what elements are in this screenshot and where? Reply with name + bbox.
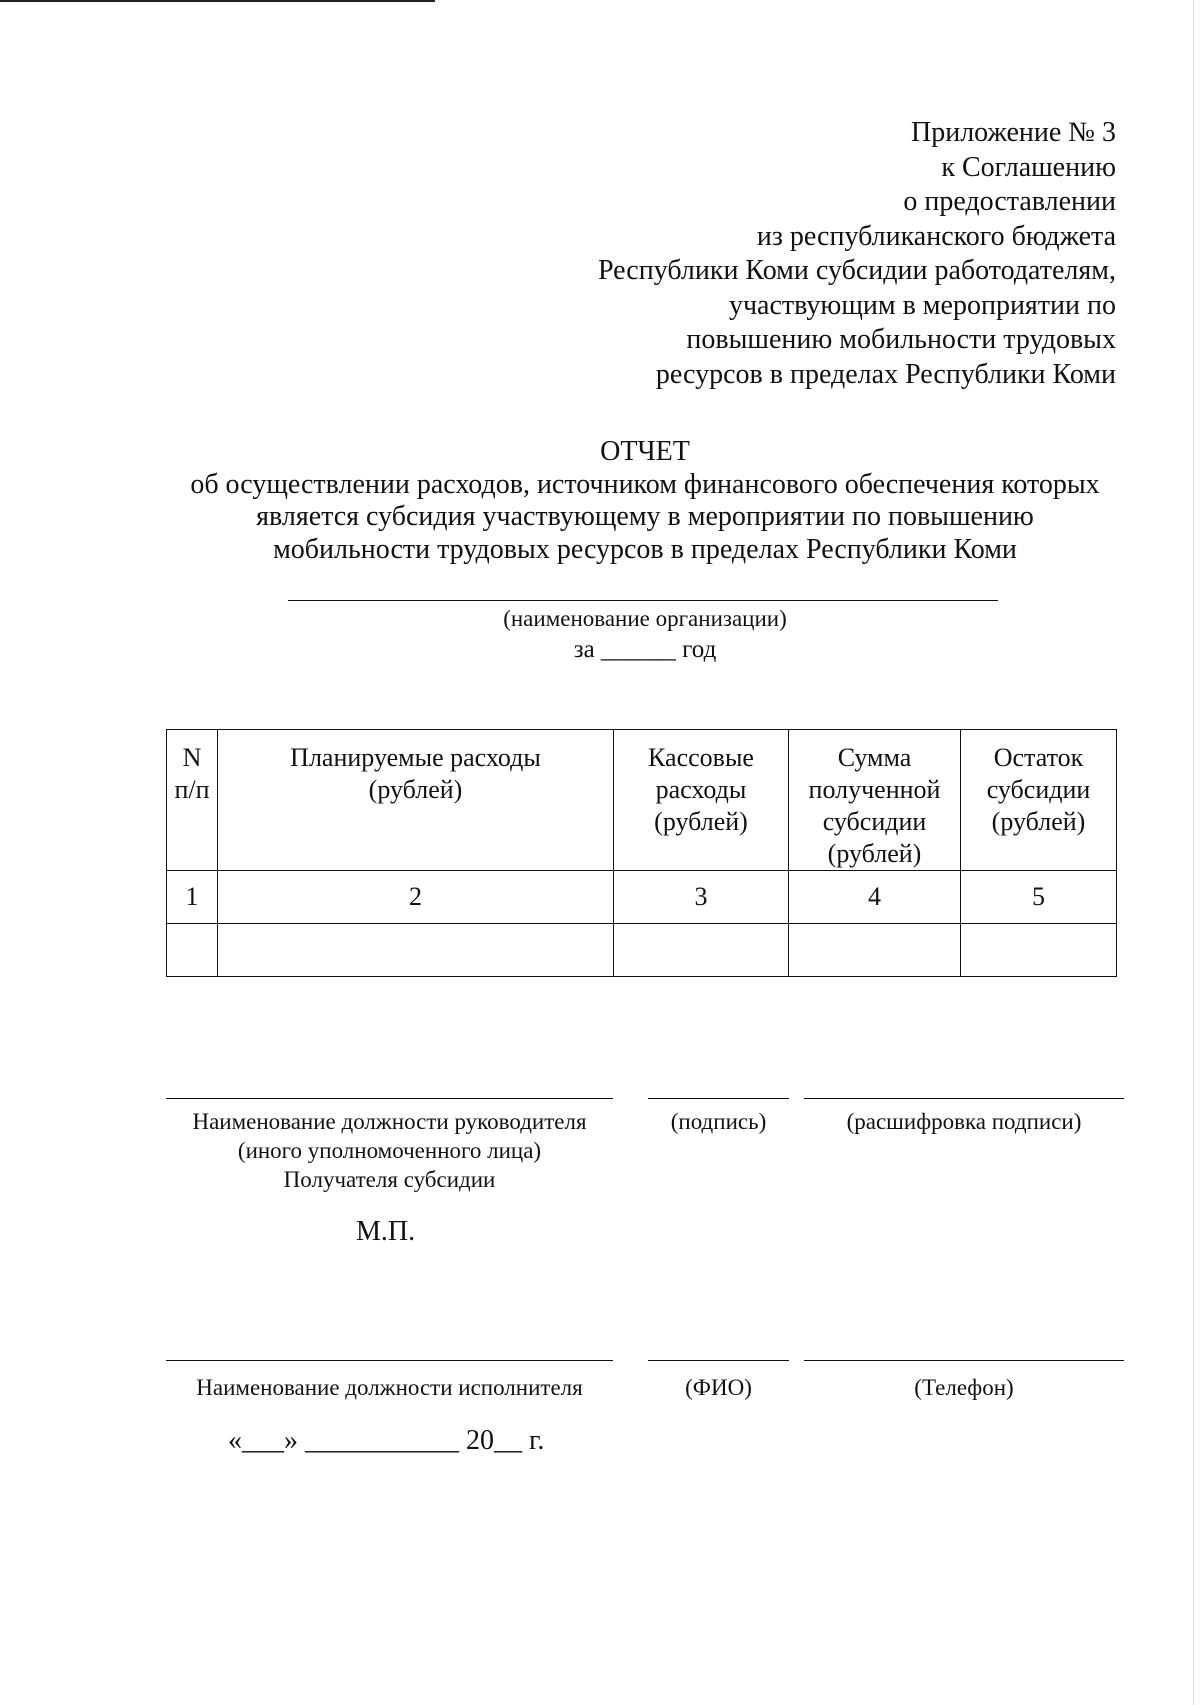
executor-position-line[interactable] (166, 1360, 613, 1361)
table-cell[interactable] (167, 924, 218, 977)
column-header-number (167, 730, 218, 871)
organization-name-line[interactable] (288, 600, 998, 601)
appendix-line: о предоставлении (903, 186, 1116, 217)
head-position-caption (166, 1107, 613, 1194)
column-header-subsidy-balance (961, 730, 1117, 871)
table-header-row (167, 730, 1117, 871)
table-cell[interactable] (961, 924, 1117, 977)
appendix-line: повышению мобильности трудовых (686, 324, 1116, 355)
table-cell[interactable] (614, 924, 789, 977)
column-number-cell: 3 (614, 871, 789, 924)
caption-line: (иного уполномоченного лица) (237, 1138, 542, 1163)
report-heading: ОТЧЕТ (600, 436, 690, 467)
column-header-cash-expenses (614, 730, 789, 871)
table-cell[interactable] (789, 924, 961, 977)
scan-edge-top (0, 0, 435, 2)
column-header-label: Кассовые расходы (рублей) (648, 743, 754, 836)
appendix-line: из республиканского бюджета (756, 220, 1116, 252)
head-signature-line[interactable] (648, 1098, 789, 1099)
table-row (167, 871, 1117, 924)
column-header-label: N п/п (174, 743, 210, 804)
column-header-label: Планируемые расходы (рублей) (290, 743, 541, 804)
executor-position-caption: Наименование должности исполнителя (196, 1375, 583, 1400)
column-header-received-subsidy (789, 730, 961, 871)
appendix-line: Приложение № 3 (911, 117, 1116, 148)
appendix-line: участвующим в мероприятии по (728, 289, 1116, 321)
caption-line: Наименование должности руководителя (192, 1109, 587, 1134)
phone-caption: (Телефон) (914, 1375, 1014, 1400)
table-cell[interactable] (218, 924, 614, 977)
column-header-label: Сумма полученной субсидии (рублей) (808, 743, 941, 868)
column-number-cell: 1 (167, 871, 218, 924)
appendix-line: Республики Коми субсидии работодателям, (597, 255, 1116, 286)
column-number-cell: 2 (218, 871, 614, 924)
executor-fio-line[interactable] (648, 1360, 789, 1361)
fio-caption: (ФИО) (685, 1375, 752, 1400)
head-position-line[interactable] (166, 1098, 613, 1099)
organization-caption: (наименование организации) (503, 606, 787, 631)
scan-edge-right (1193, 0, 1194, 1705)
signature-caption: (подпись) (670, 1109, 767, 1134)
stamp-place: М.П. (356, 1216, 416, 1247)
column-number-cell: 5 (961, 871, 1117, 924)
report-subtitle-line: мобильности трудовых ресурсов в пределах Республики Коми (273, 533, 1017, 565)
report-title-block (0, 436, 1200, 566)
report-year-line[interactable]: за ______ год (573, 636, 717, 663)
column-header-label: Остаток субсидии (рублей) (986, 743, 1091, 836)
executor-phone-line[interactable] (804, 1360, 1124, 1361)
report-table (166, 729, 1117, 977)
report-subtitle-line: является субсидия участвующему в мероприятии по повышению (256, 501, 1034, 532)
appendix-line: к Соглашению (941, 151, 1116, 183)
appendix-line: ресурсов в пределах Республики Коми (655, 358, 1116, 390)
head-decoding-line[interactable] (804, 1098, 1124, 1099)
caption-line: Получателя субсидии (283, 1167, 496, 1192)
decoding-caption: (расшифровка подписи) (846, 1109, 1082, 1134)
date-field[interactable]: «___» ___________ 20__ г. (228, 1425, 545, 1456)
table-row (167, 924, 1117, 977)
appendix-block (556, 116, 1116, 392)
column-header-planned-expenses (218, 730, 614, 871)
report-subtitle-line: об осуществлении расходов, источником финансового обеспечения которых (190, 468, 1100, 500)
column-number-cell: 4 (789, 871, 961, 924)
